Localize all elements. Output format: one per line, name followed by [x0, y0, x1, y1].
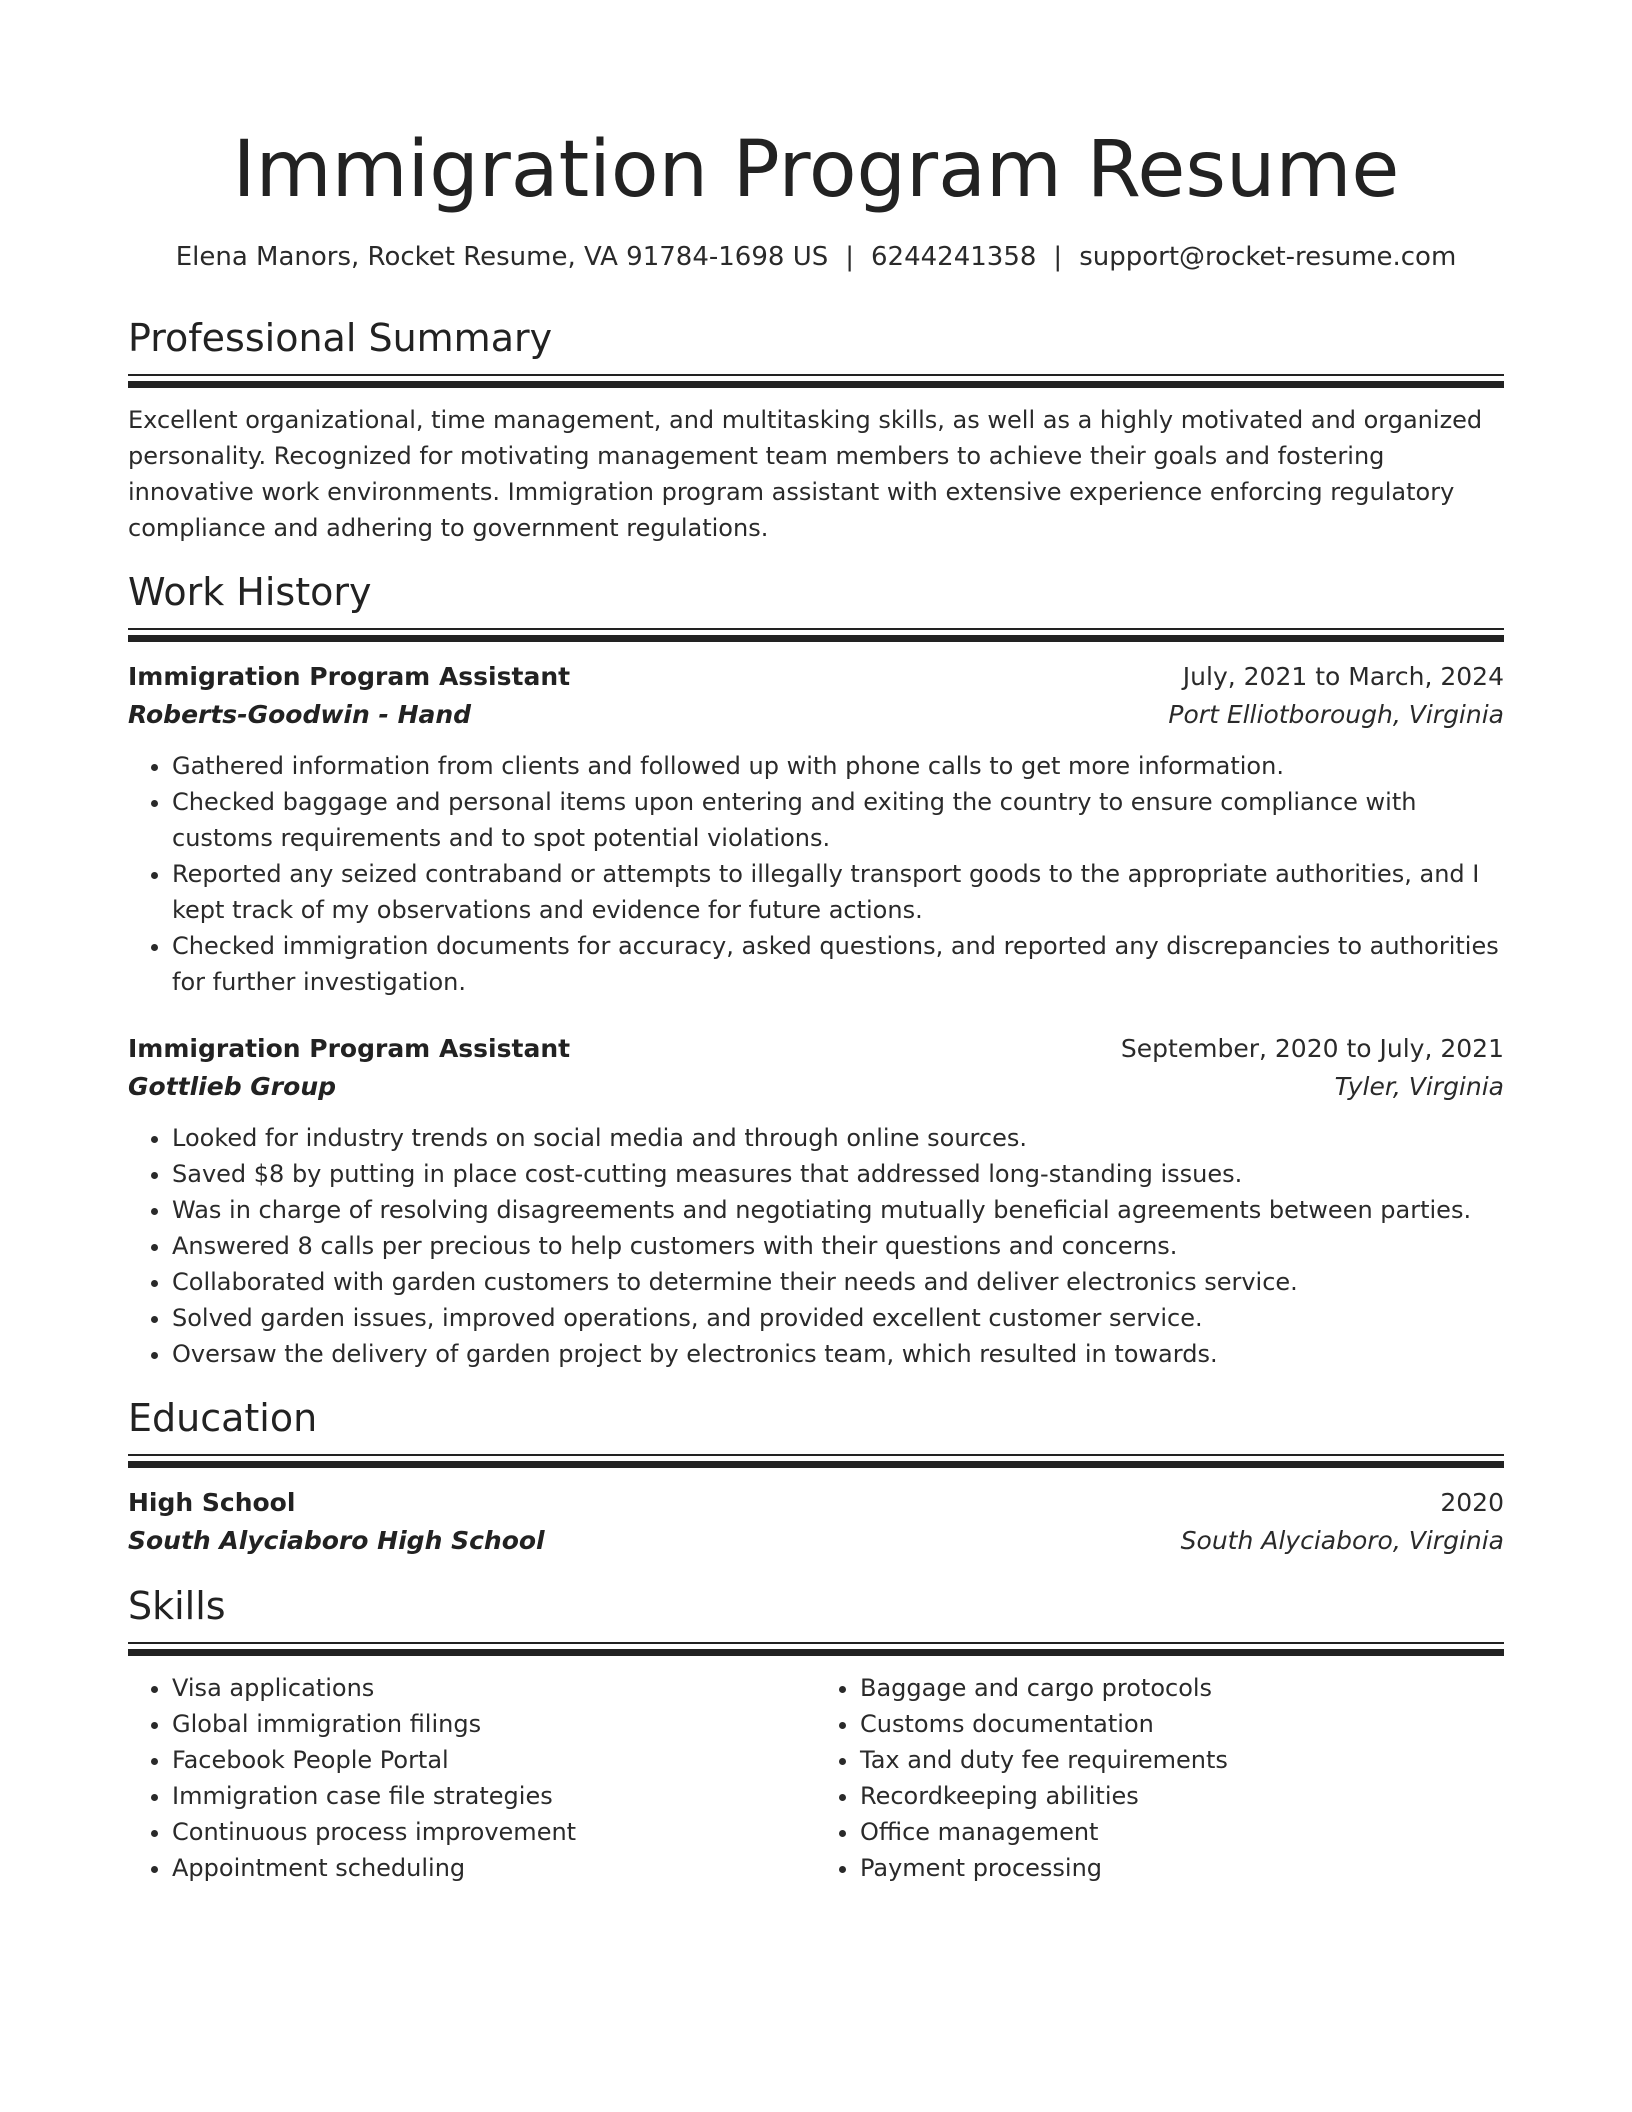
- skill-item: • Continuous process improvement: [172, 1814, 816, 1850]
- education-degree: High School: [128, 1488, 296, 1517]
- job-entry: [128, 1030, 1504, 1372]
- job-company-row: [128, 1068, 1504, 1106]
- job-header-row: [128, 658, 1504, 696]
- contact-email: support@rocket-resume.com: [1079, 242, 1457, 272]
- work-history-section: [128, 568, 1504, 1372]
- education-section: [128, 1394, 1504, 1560]
- summary-heading: Professional Summary: [128, 316, 553, 360]
- job-bullet: • Solved garden issues, improved operations, and provided excellent customer service.: [172, 1300, 1504, 1336]
- skill-item: • Tax and duty fee requirements: [860, 1742, 1504, 1778]
- skills-heading: Skills: [128, 1584, 226, 1628]
- education-school-row: [128, 1522, 1504, 1560]
- job-bullet: • Oversaw the delivery of garden project by electronics team, which resulted in towards.: [172, 1336, 1504, 1372]
- job-company: Gottlieb Group: [128, 1072, 337, 1101]
- education-heading: Education: [128, 1396, 318, 1440]
- section-divider: [128, 628, 1504, 642]
- skill-item: • Customs documentation: [860, 1706, 1504, 1742]
- summary-text: Excellent organizational, time management, and multitasking skills, as well as a highly motivated and organized personality. Recognized for motivating management team members to achieve their goals and fostering innovative work environments. Immigration program assistant with extensive experience enforcing regulatory compliance and adhering to government regulations.: [128, 406, 1483, 542]
- skill-item: • Recordkeeping abilities: [860, 1778, 1504, 1814]
- summary-section: [128, 314, 1504, 546]
- skills-columns: [128, 1670, 1504, 1886]
- job-bullet-list: [128, 748, 1504, 1000]
- section-divider: [128, 1454, 1504, 1468]
- skill-item: • Visa applications: [172, 1670, 816, 1706]
- job-company-row: [128, 696, 1504, 734]
- job-bullet: • Answered 8 calls per precious to help customers with their questions and concerns.: [172, 1228, 1504, 1264]
- job-bullet: • Reported any seized contraband or attempts to illegally transport goods to the appropriate authorities, and I kept track of my observations and evidence for future actions.: [172, 856, 1504, 928]
- job-bullet: • Gathered information from clients and followed up with phone calls to get more information.: [172, 748, 1504, 784]
- job-bullet: • Checked immigration documents for accuracy, asked questions, and reported any discrepancies to authorities for further investigation.: [172, 928, 1504, 1000]
- section-divider: [128, 374, 1504, 388]
- resume-title: Immigration Program Resume: [232, 125, 1400, 215]
- skill-item: • Appointment scheduling: [172, 1850, 816, 1886]
- contact-separator: |: [1053, 242, 1063, 272]
- skill-item: • Facebook People Portal: [172, 1742, 816, 1778]
- job-bullet: • Saved $8 by putting in place cost-cutting measures that addressed long-standing issues.: [172, 1156, 1504, 1192]
- skill-item: • Baggage and cargo protocols: [860, 1670, 1504, 1706]
- job-dates: September, 2020 to July, 2021: [1120, 1034, 1504, 1063]
- work-history-heading: Work History: [128, 570, 372, 614]
- skills-list-left: [128, 1670, 816, 1886]
- job-location: Port Elliotborough, Virginia: [1168, 700, 1504, 729]
- contact-phone: 6244241358: [871, 242, 1037, 272]
- education-location: South Alyciaboro, Virginia: [1180, 1526, 1504, 1555]
- skill-item: • Payment processing: [860, 1850, 1504, 1886]
- job-bullet: • Was in charge of resolving disagreements and negotiating mutually beneficial agreements between parties.: [172, 1192, 1504, 1228]
- job-title: Immigration Program Assistant: [128, 662, 571, 691]
- education-school: South Alyciaboro High School: [128, 1526, 545, 1555]
- skills-section: [128, 1582, 1504, 1886]
- education-header-row: [128, 1484, 1504, 1522]
- job-location: Tyler, Virginia: [1334, 1072, 1504, 1101]
- job-bullet: • Checked baggage and personal items upon entering and exiting the country to ensure compliance with customs requirements and to spot potential violations.: [172, 784, 1504, 856]
- skill-item: • Immigration case file strategies: [172, 1778, 816, 1814]
- skill-item: • Office management: [860, 1814, 1504, 1850]
- job-bullet: • Collaborated with garden customers to determine their needs and deliver electronics service.: [172, 1264, 1504, 1300]
- job-dates: July, 2021 to March, 2024: [1182, 662, 1504, 691]
- job-entry: [128, 658, 1504, 1000]
- job-header-row: [128, 1030, 1504, 1068]
- skill-item: • Global immigration filings: [172, 1706, 816, 1742]
- job-title: Immigration Program Assistant: [128, 1034, 571, 1063]
- job-bullet-list: [128, 1120, 1504, 1372]
- job-bullet: • Looked for industry trends on social media and through online sources.: [172, 1120, 1504, 1156]
- education-entry: [128, 1484, 1504, 1560]
- contact-line: [128, 240, 1504, 274]
- contact-separator: |: [845, 242, 854, 272]
- section-divider: [128, 1642, 1504, 1656]
- skills-list-right: [816, 1670, 1504, 1886]
- education-year: 2020: [1440, 1488, 1504, 1517]
- job-company: Roberts-Goodwin - Hand: [128, 700, 472, 729]
- contact-address: Elena Manors, Rocket Resume, VA 91784-1698 US: [175, 242, 829, 272]
